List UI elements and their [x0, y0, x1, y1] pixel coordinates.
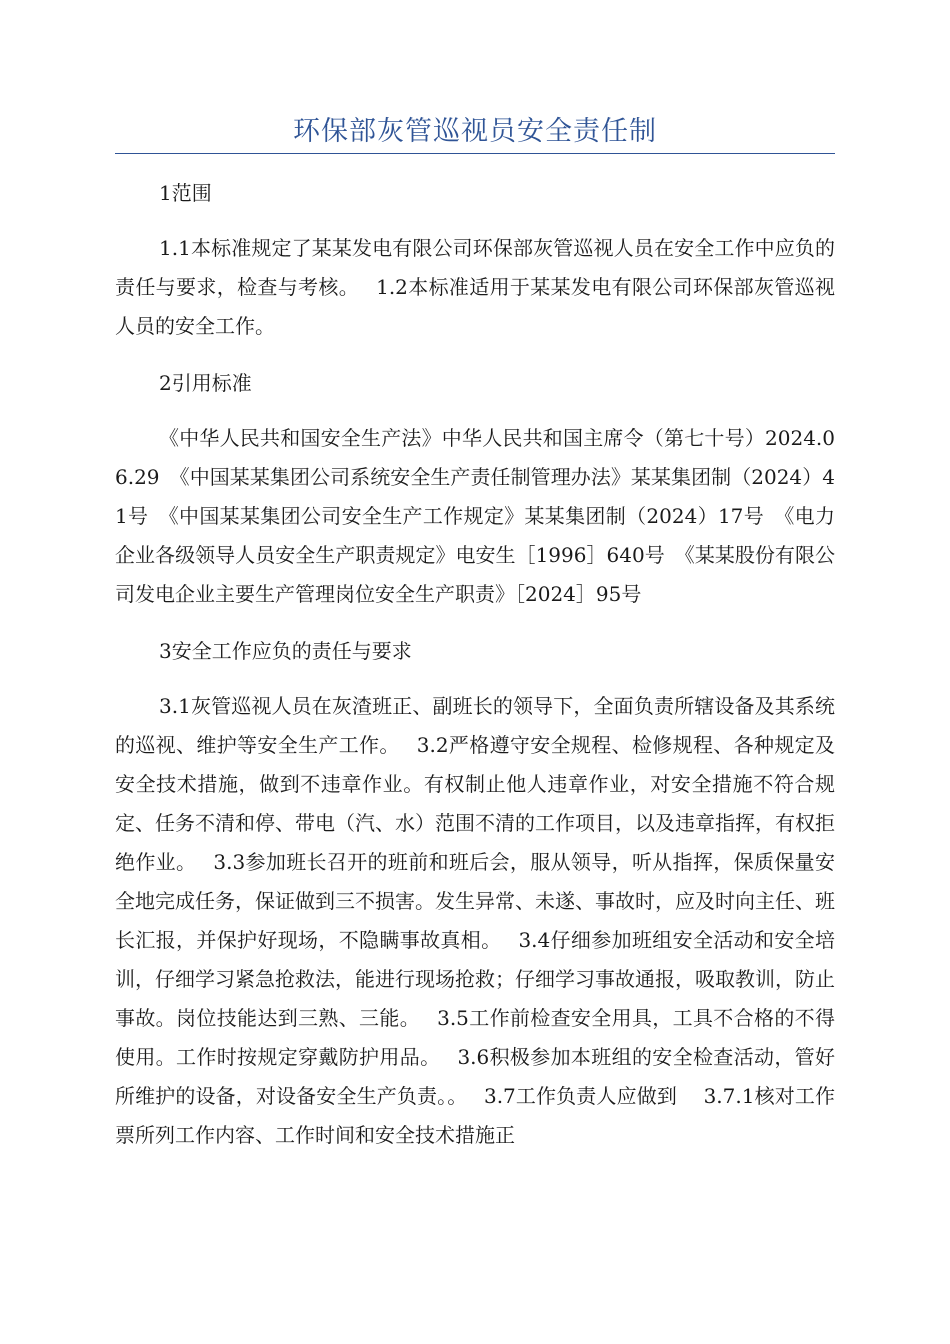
section-heading-references: 2引用标准	[159, 371, 252, 395]
paragraph-responsibilities: 3.1灰管巡视人员在灰渣班正、副班长的领导下，全面负责所辖设备及其系统的巡视、维护等安全生产工作。 3.2严格遵守安全规程、检修规程、各种规定及安全技术措施，做到不违章作业。有权制止他人违章作业，对安全措施不符合规定、任务不清和停、带电（汽、水）范围不清的工作项目，以及违章指挥，有权拒绝作业。 3.3参加班长召开的班前和班后会，服从领导，听从指挥，保质保量安全地完成任务，保证做到三不损害。发生异常、未遂、事故时，应及时向主任、班长汇报，并保护好现场，不隐瞒事故真相。 3.4仔细参加班组安全活动和安全培训，仔细学习紧急抢救法，能进行现场抢救；仔细学习事故通报，吸取教训，防止事故。岗位技能达到三熟、三能。 3.5工作前检查安全用具，工具不合格的不得使用。工作时按规定穿戴防护用品。 3.6积极参加本班组的安全检查活动，管好所维护的设备，对设备安全生产负责。。 3.7工作负责人应做到 3.7.1核对工作票所列工作内容、工作时间和安全技术措施正	[115, 694, 835, 1147]
paragraph-scope: 1.1本标准规定了某某发电有限公司环保部灰管巡视人员在安全工作中应负的责任与要求，检查与考核。 1.2本标准适用于某某发电有限公司环保部灰管巡视人员的安全工作。	[115, 236, 835, 338]
section-heading-responsibilities: 3安全工作应负的责任与要求	[159, 639, 412, 663]
title-underline	[115, 153, 835, 154]
paragraph-references: 《中华人民共和国安全生产法》中华人民共和国主席令（第七十号）2024.06.29 《中国某某集团公司系统安全生产责任制管理办法》某某集团制（2024）41号 《中国某某集团公司安全生产工作规定》某某集团制（2024）17号 《电力企业各级领导人员安全生产职责规定》电安生［1996］640号 《某某股份有限公司发电企业主要生产管理岗位安全生产职责》［2024］95号	[115, 426, 835, 606]
document-title: 环保部灰管巡视员安全责任制	[293, 116, 657, 147]
document-body	[115, 174, 835, 1173]
section-heading-scope: 1范围	[159, 181, 212, 205]
